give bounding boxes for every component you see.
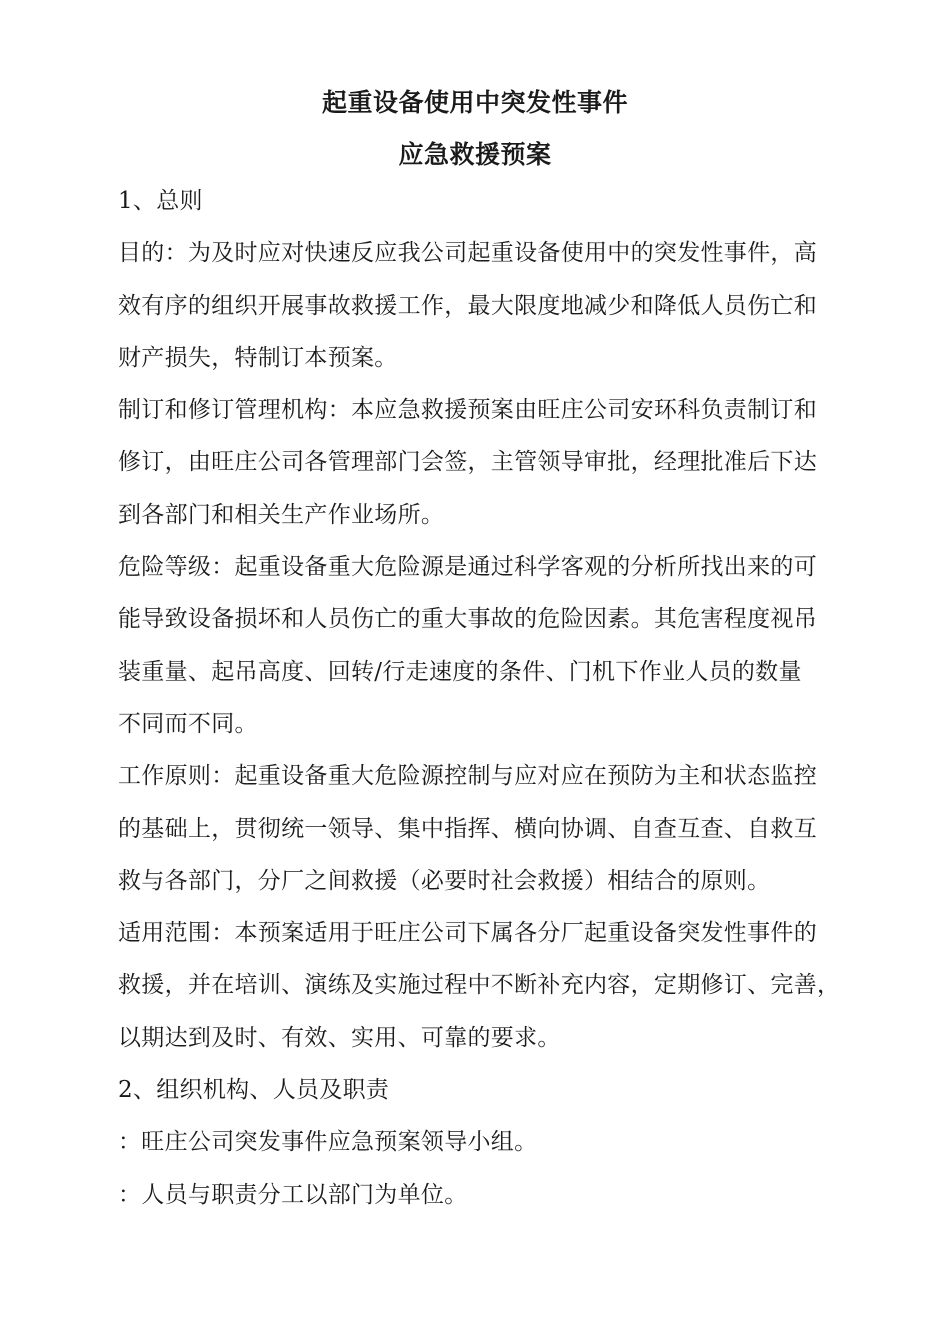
document-title-line-1: 起重设备使用中突发性事件 xyxy=(321,88,628,117)
text-line: 目的：为及时应对快速反应我公司起重设备使用中的突发性事件，高 xyxy=(118,240,817,267)
text-line: 装重量、起吊高度、回转/行走速度的条件、门机下作业人员的数量 xyxy=(118,658,802,685)
text-line: 救与各部门，分厂之间救援（必要时社会救援）相结合的原则。 xyxy=(118,867,771,894)
section-1-heading: 1、总则 xyxy=(118,188,203,214)
text-line: 修订，由旺庄公司各管理部门会签，主管领导审批，经理批准后下达 xyxy=(118,449,817,476)
text-line: 救援，并在培训、演练及实施过程中不断补充内容，定期修订、完善， xyxy=(118,972,841,999)
text-line: 效有序的组织开展事故救援工作，最大限度地减少和降低人员伤亡和 xyxy=(118,292,817,319)
section-2-item-2: ：人员与职责分工以部门为单位。 xyxy=(118,1181,468,1208)
text-line: 到各部门和相关生产作业场所。 xyxy=(118,501,445,528)
document-title-line-2: 应急救援预案 xyxy=(398,140,552,169)
text-line: 以期达到及时、有效、实用、可靠的要求。 xyxy=(118,1024,561,1051)
text-line: 工作原则：起重设备重大危险源控制与应对应在预防为主和状态监控 xyxy=(118,763,817,790)
document-body xyxy=(118,183,841,1229)
text-line: 适用范围：本预案适用于旺庄公司下属各分厂起重设备突发性事件的 xyxy=(118,920,817,947)
text-line: 财产损失，特制订本预案。 xyxy=(118,344,398,371)
text-line: 的基础上，贯彻统一领导、集中指挥、横向协调、自查互查、自救互 xyxy=(118,815,817,842)
purpose-paragraph xyxy=(118,235,830,392)
text-line: 不同而不同。 xyxy=(118,710,258,737)
danger-level-paragraph xyxy=(118,549,830,758)
text-line: 危险等级：起重设备重大危险源是通过科学客观的分析所找出来的可 xyxy=(118,554,817,581)
text-line: 制订和修订管理机构：本应急救援预案由旺庄公司安环科负责制订和 xyxy=(118,397,817,424)
section-2-item-1: ：旺庄公司突发事件应急预案领导小组。 xyxy=(118,1129,538,1156)
text-line: 能导致设备损坏和人员伤亡的重大事故的危险因素。其危害程度视吊 xyxy=(118,606,817,633)
management-paragraph xyxy=(118,392,830,549)
principles-paragraph xyxy=(118,758,830,915)
scope-paragraph xyxy=(118,915,841,1072)
section-2-heading: 2、组织机构、人员及职责 xyxy=(118,1077,390,1104)
